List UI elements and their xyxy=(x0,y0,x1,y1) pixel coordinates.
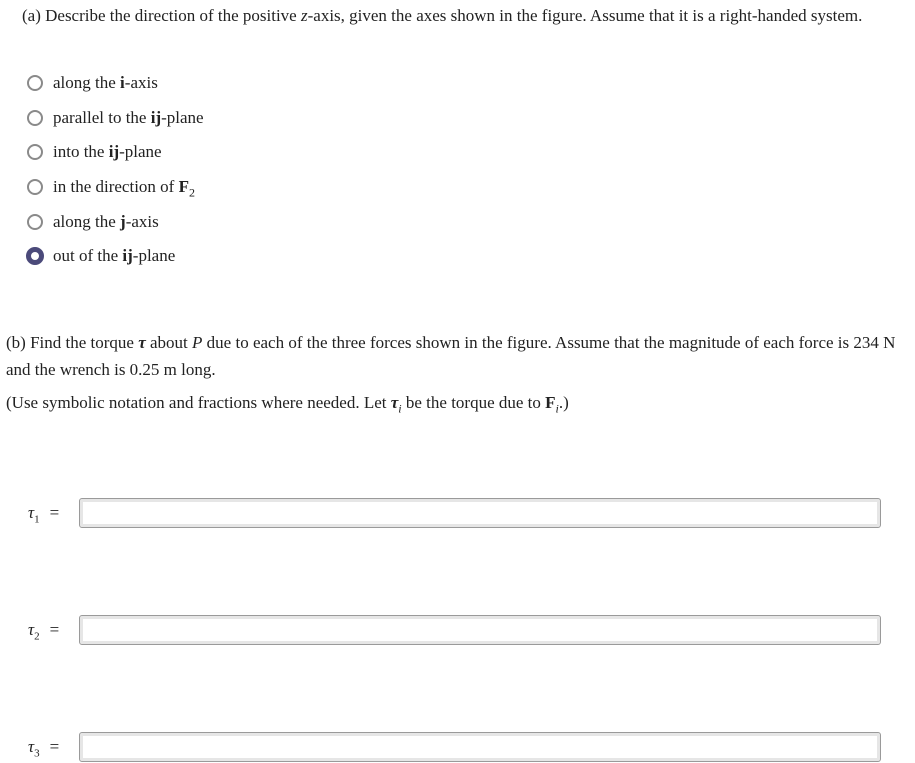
option-label: out of the ij-plane xyxy=(53,246,176,266)
radio-button-selected[interactable] xyxy=(26,247,44,265)
force-i-symbol: F xyxy=(545,393,556,412)
option-out-of-ij-plane[interactable] xyxy=(27,239,204,274)
answer-row-tau-3 xyxy=(0,732,915,762)
option-along-j-axis[interactable] xyxy=(27,204,204,239)
option-into-ij-plane[interactable] xyxy=(27,135,204,170)
option-label: into the ij-plane xyxy=(53,142,162,162)
tau-1-label: $\tau_1$ = xyxy=(28,503,60,526)
radio-button[interactable] xyxy=(27,110,43,126)
z-axis-symbol: z xyxy=(300,6,308,25)
point-p-symbol: P xyxy=(192,333,203,352)
radio-button[interactable] xyxy=(27,214,43,230)
tau-i-symbol: τ xyxy=(390,393,399,412)
answer-row-tau-1 xyxy=(0,498,915,528)
option-parallel-ij-plane[interactable] xyxy=(27,101,204,136)
question-a-text: (a) Describe the direction of the positive z-axis, given the axes shown in the figure. Assume that it is a right-handed system. xyxy=(22,6,863,25)
question-b-text: (b) Find the torque τ about P due to each of the three forces shown in the figure. Assume that the magnitude of each force is 234 N and the wrench is 0.25 m long. xyxy=(6,333,896,379)
tau-2-input[interactable] xyxy=(79,615,881,645)
notation-note: (Use symbolic notation and fractions where needed. Let $\tau_i$ be the torque due to $F_i$.) xyxy=(6,393,569,416)
tau-3-label: $\tau_3$ = xyxy=(28,737,60,760)
tau-2-label: $\tau_2$ = xyxy=(28,620,60,643)
answer-row-tau-2 xyxy=(0,615,915,645)
answer-options xyxy=(27,66,204,274)
tau-symbol: τ xyxy=(138,333,146,352)
option-label: along the i-axis xyxy=(53,73,158,93)
option-label: along the j-axis xyxy=(53,211,159,231)
radio-button[interactable] xyxy=(27,144,43,160)
tau-1-input[interactable] xyxy=(79,498,881,528)
option-label: parallel to the ij-plane xyxy=(53,107,204,127)
tau-3-input[interactable] xyxy=(79,732,881,762)
radio-button[interactable] xyxy=(27,179,43,195)
option-direction-of-f2[interactable] xyxy=(27,170,204,205)
radio-button[interactable] xyxy=(27,75,43,91)
option-label: in the direction of $F_2$ xyxy=(53,177,195,200)
option-along-i-axis[interactable] xyxy=(27,66,204,101)
